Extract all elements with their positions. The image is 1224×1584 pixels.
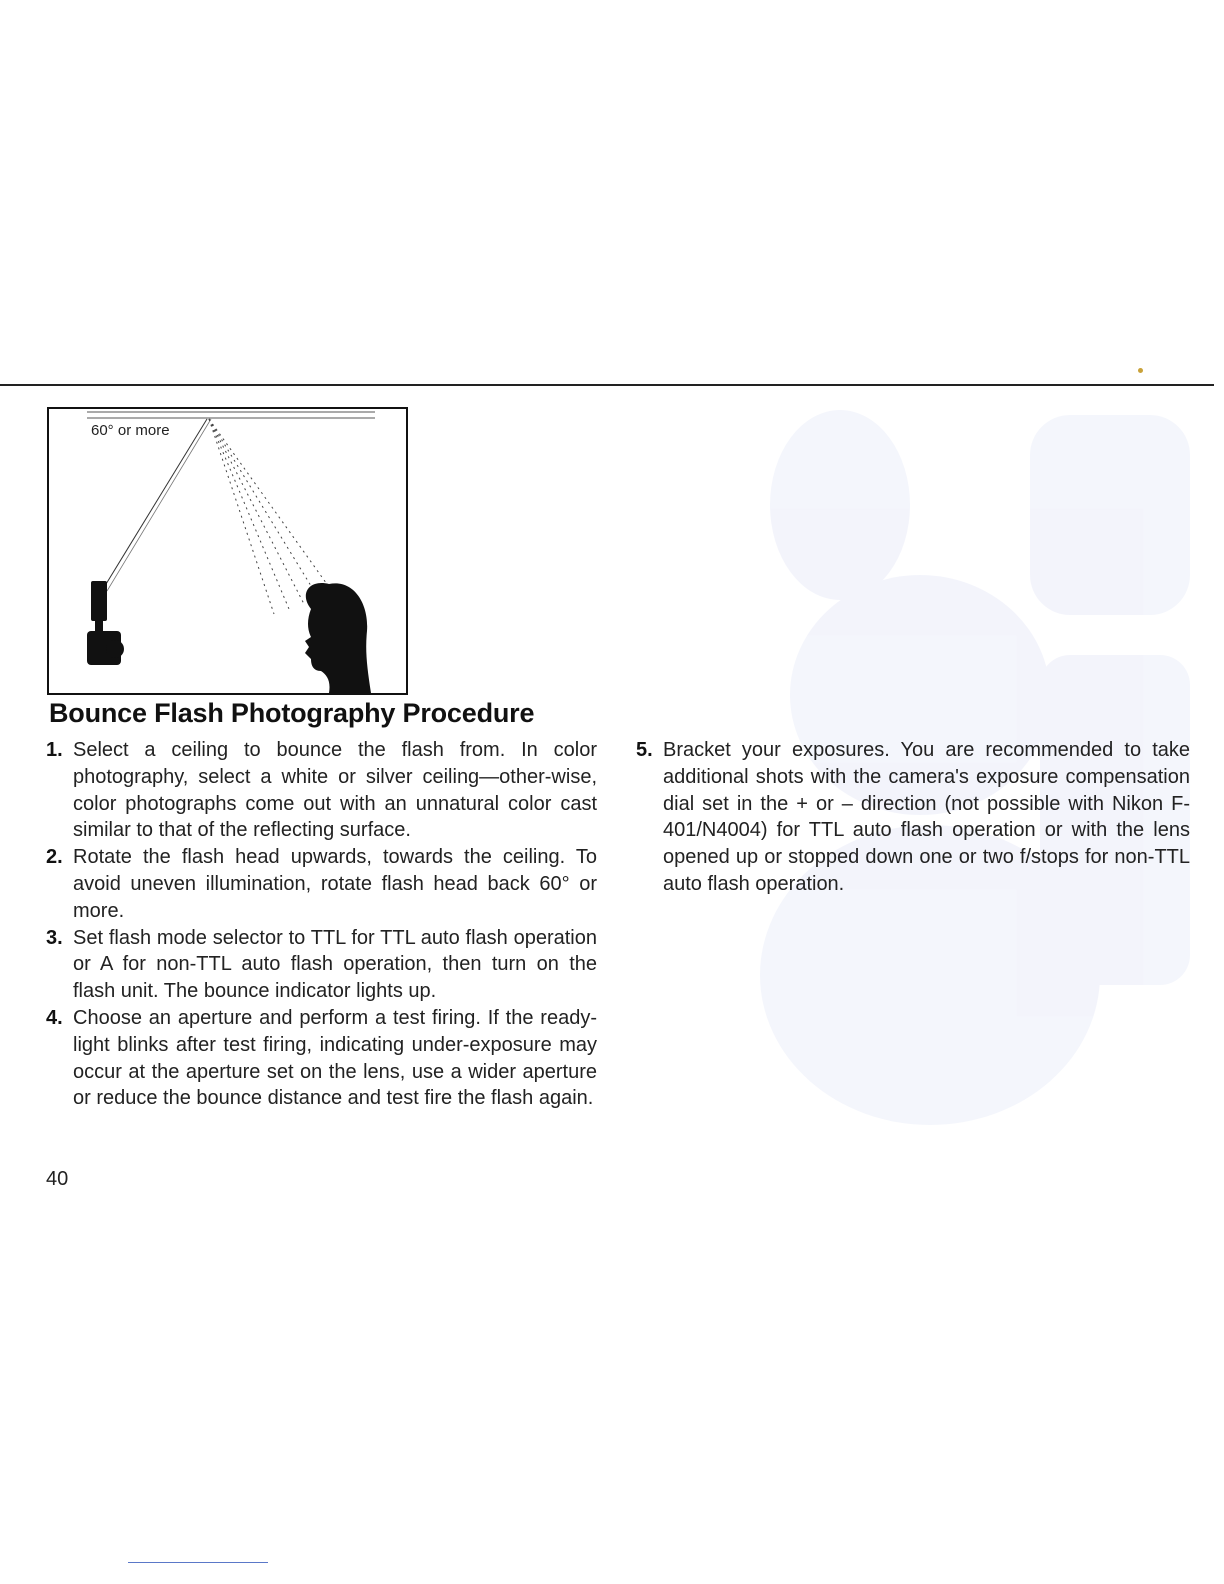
step-number: 1. xyxy=(46,739,63,761)
step-text: Rotate the flash head upwards, towards the ceiling. To avoid uneven illumination, rotate flash head back 60° or more. xyxy=(73,846,597,922)
bounce-flash-illustration xyxy=(47,407,408,695)
page-number: 40 xyxy=(46,1168,69,1190)
step-number: 3. xyxy=(46,926,63,949)
step-number: 4. xyxy=(46,1006,63,1029)
step-number: 2. xyxy=(46,846,63,869)
subject-silhouette xyxy=(305,583,371,693)
bottom-edge-mark xyxy=(128,1562,268,1563)
flash-beam-right xyxy=(107,419,211,591)
section-title: Bounce Flash Photography Procedure xyxy=(49,698,535,728)
step-text: Set flash mode selector to TTL for TTL auto flash operation or A for non-TTL auto flash operation, then turn on the flash unit. The bounce indicator lights up. xyxy=(73,926,597,1003)
print-speck xyxy=(1138,368,1143,373)
top-rule xyxy=(0,384,1214,386)
step-2 xyxy=(46,844,597,924)
step-text: Choose an aperture and perform a test firing. If the ready-light blinks after test firing, indicating under-exposure may occur at the aperture set on the lens, use a wider aperture or reduce the bounce distance and test fire the flash again. xyxy=(73,1006,597,1110)
flash-and-camera xyxy=(87,581,124,665)
step-text: Select a ceiling to bounce the flash from. In color photography, select a white or silver ceiling—other-wise, color photographs come out with an unnatural color cast similar to that of the reflecting surface. xyxy=(73,739,597,842)
procedure-steps-right xyxy=(636,737,1190,898)
step-5 xyxy=(636,737,1190,898)
step-3 xyxy=(46,925,597,1005)
step-number: 5. xyxy=(636,739,653,761)
bounce-flash-diagram xyxy=(49,409,406,693)
step-4 xyxy=(46,1005,597,1112)
step-text: Bracket your exposures. You are recommended to take additional shots with the camera's exposure compensation dial set in the + or – direction (not possible with Nikon F-401/N4004) for TTL auto flash operation or with the lens opened up or stopped down one or two f/stops for non-TTL auto flash operation. xyxy=(663,739,1190,895)
angle-label: 60° or more xyxy=(91,422,170,439)
procedure-steps-left xyxy=(46,737,597,1112)
flash-beam-left xyxy=(103,419,207,589)
step-1 xyxy=(46,737,597,844)
